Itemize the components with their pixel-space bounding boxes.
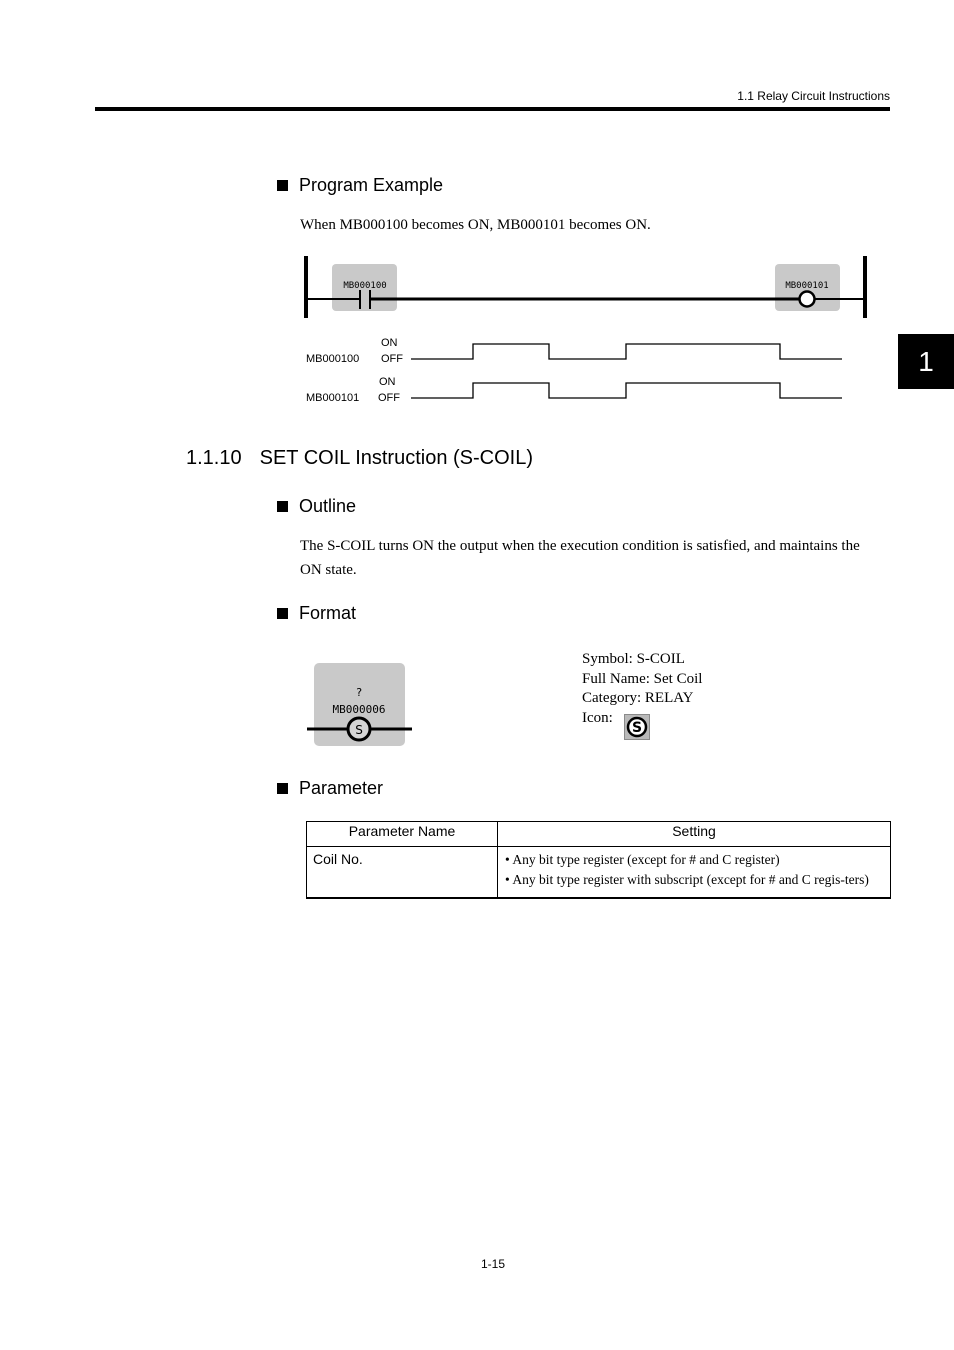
timing-chart (400, 336, 850, 406)
timing-signal-name-1: MB000100 (306, 353, 360, 365)
format-heading (277, 603, 356, 624)
s-coil-icon-svg (626, 716, 648, 738)
square-bullet-icon (277, 180, 288, 191)
section-title-text: SET COIL Instruction (S-COIL) (259, 447, 534, 469)
section-title (186, 447, 533, 470)
s-coil-letter: S (355, 723, 363, 737)
coil-label: MB000101 (785, 281, 829, 291)
timing-signal-name-2: MB000101 (306, 392, 360, 404)
s-coil-icon-letter: S (631, 720, 643, 736)
timing-chart-svg (400, 336, 850, 406)
format-category-line: Category: RELAY (582, 690, 694, 706)
right-power-rail (863, 256, 867, 318)
outline-text: The S-COIL turns ON the output when the execution condition is satisfied, and maintains the ON state. (300, 538, 860, 578)
square-bullet-icon (277, 783, 288, 794)
parameter-heading-text: Parameter (299, 778, 384, 798)
timing-off-label-1: OFF (381, 353, 403, 365)
square-bullet-icon (277, 608, 288, 619)
s-coil-symbol (305, 660, 417, 750)
format-heading-text: Format (299, 603, 357, 623)
setting-item: • Any bit type register with subscript (except for # and C regis-ters) (505, 872, 869, 887)
setting-item: • Any bit type register (except for # and C register) (505, 852, 780, 867)
chapter-tab: 1 (898, 334, 954, 389)
section-number: 1.1.10 (186, 447, 242, 469)
column-header-parameter-name: Parameter Name (307, 822, 498, 847)
left-power-rail (304, 256, 308, 318)
s-coil-toolbar-icon (624, 714, 650, 740)
program-example-description: When MB000100 becomes ON, MB000101 becomes ON. (300, 217, 651, 233)
timing-on-label-1: ON (381, 337, 398, 349)
parameter-table-header-row (307, 822, 891, 847)
ladder-diagram-svg (300, 252, 872, 324)
parameter-name-cell: Coil No. (307, 847, 498, 899)
format-full-name-line: Full Name: Set Coil (582, 670, 703, 687)
timing-waveform-mb000100 (411, 344, 842, 359)
square-bullet-icon (277, 501, 288, 512)
parameter-heading (277, 778, 383, 799)
parameter-table (306, 821, 891, 899)
s-coil-register-label: MB000006 (332, 703, 386, 716)
parameter-setting-cell (498, 847, 891, 899)
coil-circle (800, 292, 815, 307)
timing-off-label-2: OFF (378, 392, 400, 404)
s-coil-symbol-svg (305, 660, 417, 750)
header-rule (95, 107, 890, 111)
table-row (307, 847, 891, 899)
outline-heading (277, 496, 356, 517)
program-example-heading (277, 175, 443, 196)
ladder-diagram (300, 252, 872, 324)
outline-heading-text: Outline (299, 496, 357, 516)
page-number: 1-15 (480, 1257, 506, 1271)
format-symbol-line: Symbol: S-COIL (582, 651, 685, 667)
column-header-setting: Setting (498, 822, 891, 847)
timing-on-label-2: ON (379, 376, 396, 388)
program-example-heading-text: Program Example (299, 175, 444, 195)
s-coil-question-mark: ? (355, 686, 363, 699)
running-header: 1.1 Relay Circuit Instructions (737, 89, 890, 103)
contact-label: MB000100 (343, 281, 387, 291)
format-icon-line: Icon: (582, 709, 613, 726)
timing-waveform-mb000101 (411, 383, 842, 398)
